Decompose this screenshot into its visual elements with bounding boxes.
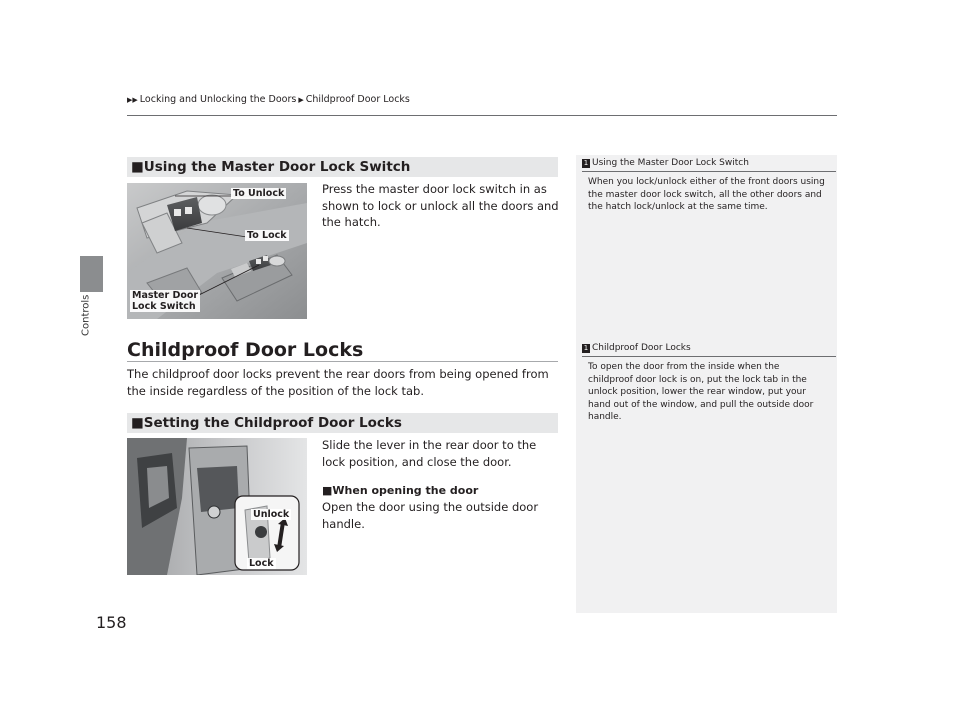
title-rule bbox=[127, 361, 558, 362]
page-number: 158 bbox=[96, 613, 127, 632]
note-badge-icon: 1 bbox=[583, 158, 589, 167]
note-title-text: Using the Master Door Lock Switch bbox=[592, 158, 749, 168]
when-opening-body: Open the door using the outside door handle. bbox=[322, 500, 539, 531]
callout-master-switch-line2: Lock Switch bbox=[132, 301, 196, 312]
callout-lock: Lock bbox=[249, 558, 274, 569]
note-title bbox=[582, 343, 836, 353]
note-rule bbox=[582, 356, 836, 357]
note-badge-icon: 1 bbox=[583, 343, 589, 352]
childproof-photo bbox=[127, 438, 307, 575]
callout-master-switch bbox=[130, 290, 200, 312]
note-title bbox=[582, 158, 836, 168]
note-title-text: Childproof Door Locks bbox=[592, 343, 691, 353]
page-title-childproof: Childproof Door Locks bbox=[127, 339, 364, 361]
breadcrumb-arrow-icon: ▶▶ bbox=[127, 96, 138, 104]
breadcrumb-arrow-icon: ▶ bbox=[298, 96, 304, 104]
callout-to-unlock: To Unlock bbox=[233, 188, 285, 199]
section-heading-master-switch: ■Using the Master Door Lock Switch bbox=[127, 157, 558, 177]
note-text: To open the door from the inside when the childproof door lock is on, put the lock tab in the unlock position, lower the rear window, put your hand out of the window, and pull the outside door handle. bbox=[588, 362, 814, 422]
chapter-tab-label: Controls bbox=[80, 294, 92, 336]
childproof-intro: The childproof door locks prevent the rear doors from being opened from the inside regardless of the position of the lock tab. bbox=[127, 367, 549, 398]
note-text: When you lock/unlock either of the front doors using the master door lock switch, all the other doors and the hatch lock/unlock at the same time. bbox=[588, 177, 825, 212]
chapter-tab-marker bbox=[80, 256, 103, 292]
callout-master-switch-line1: Master Door bbox=[132, 290, 199, 301]
master-switch-body: Press the master door lock switch in as shown to lock or unlock all the doors and the hatch. bbox=[322, 182, 559, 229]
breadcrumb-link-locking[interactable]: Locking and Unlocking the Doors bbox=[139, 94, 297, 105]
header-rule bbox=[127, 115, 837, 116]
note-childproof bbox=[582, 343, 836, 424]
note-master-switch bbox=[582, 158, 836, 214]
master-switch-illustration bbox=[127, 183, 307, 319]
subheading-when-opening: ■When opening the door bbox=[322, 484, 479, 497]
breadcrumb bbox=[127, 94, 410, 105]
callout-to-lock: To Lock bbox=[247, 230, 287, 241]
note-rule bbox=[582, 171, 836, 172]
childproof-illustration bbox=[127, 438, 307, 575]
breadcrumb-current: Childproof Door Locks bbox=[305, 94, 410, 105]
section-heading-setting-childproof: ■Setting the Childproof Door Locks bbox=[127, 413, 558, 433]
callout-unlock: Unlock bbox=[253, 509, 290, 520]
setting-childproof-body: Slide the lever in the rear door to the lock position, and close the door. bbox=[322, 438, 537, 469]
